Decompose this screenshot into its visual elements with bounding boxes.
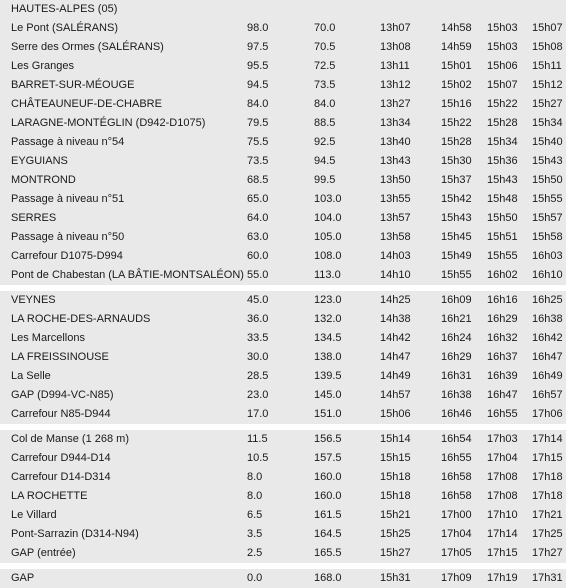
table-row — [0, 367, 566, 386]
location-cell: Carrefour N85-D944 — [11, 408, 111, 420]
time-cell: 15h06 — [380, 408, 411, 420]
table-row — [0, 468, 566, 487]
distance-cell: 73.5 — [314, 79, 336, 91]
time-cell: 16h47 — [487, 389, 518, 401]
time-cell: 15h48 — [487, 193, 518, 205]
distance-cell: 95.5 — [247, 60, 269, 72]
location-cell: SERRES — [11, 212, 57, 224]
time-cell: 15h49 — [441, 250, 472, 262]
location-cell: CHÂTEAUNEUF-DE-CHABRE — [11, 98, 162, 110]
time-cell: 14h49 — [380, 370, 411, 382]
time-cell: 16h58 — [441, 490, 472, 502]
distance-cell: 105.0 — [314, 231, 342, 243]
time-cell: 16h46 — [441, 408, 472, 420]
distance-cell: 8.0 — [247, 471, 263, 483]
time-cell: 15h11 — [532, 60, 562, 72]
time-cell: 16h02 — [487, 269, 518, 281]
time-cell: 15h12 — [532, 79, 563, 91]
time-cell: 15h07 — [532, 22, 563, 34]
location-cell: Carrefour D1075-D994 — [11, 250, 123, 262]
section-title: HAUTES-ALPES (05) — [11, 3, 118, 15]
table-row — [0, 506, 566, 525]
time-cell: 17h31 — [532, 572, 563, 584]
time-cell: 15h50 — [532, 174, 563, 186]
time-cell: 17h08 — [487, 490, 518, 502]
time-cell: 16h42 — [532, 332, 563, 344]
time-cell: 17h15 — [532, 452, 563, 464]
time-cell: 15h36 — [487, 155, 518, 167]
location-cell: VEYNES — [11, 294, 56, 306]
distance-cell: 132.0 — [314, 313, 342, 325]
time-cell: 15h02 — [441, 79, 472, 91]
distance-cell: 98.0 — [247, 22, 269, 34]
time-cell: 15h57 — [532, 212, 563, 224]
time-cell: 15h16 — [441, 98, 472, 110]
location-cell: LA ROCHE-DES-ARNAUDS — [11, 313, 151, 325]
table-row — [0, 449, 566, 468]
time-cell: 15h18 — [380, 471, 411, 483]
time-cell: 16h10 — [532, 269, 563, 281]
time-cell: 15h51 — [487, 231, 518, 243]
distance-cell: 160.0 — [314, 490, 342, 502]
location-cell: GAP — [11, 572, 35, 584]
time-cell: 16h31 — [441, 370, 472, 382]
distance-cell: 139.5 — [314, 370, 342, 382]
table-row — [0, 38, 566, 57]
distance-cell: 30.0 — [247, 351, 269, 363]
distance-cell: 88.5 — [314, 117, 336, 129]
time-cell: 16h55 — [487, 408, 518, 420]
distance-cell: 70.0 — [314, 22, 336, 34]
time-cell: 13h12 — [380, 79, 411, 91]
time-cell: 16h47 — [532, 351, 563, 363]
time-cell: 16h29 — [441, 351, 472, 363]
time-cell: 16h49 — [532, 370, 563, 382]
time-cell: 15h27 — [532, 98, 563, 110]
location-cell: Col de Manse (1 268 m) — [11, 433, 129, 445]
time-cell: 14h42 — [380, 332, 411, 344]
location-cell: La Selle — [11, 370, 51, 382]
time-cell: 14h38 — [380, 313, 411, 325]
time-cell: 17h09 — [441, 572, 472, 584]
time-cell: 15h40 — [532, 136, 563, 148]
distance-cell: 103.0 — [314, 193, 342, 205]
location-cell: Carrefour D944-D14 — [11, 452, 111, 464]
location-cell: EYGUIANS — [11, 155, 68, 167]
time-cell: 15h22 — [441, 117, 472, 129]
table-row — [0, 171, 566, 190]
time-cell: 16h57 — [532, 389, 563, 401]
time-cell: 13h57 — [380, 212, 411, 224]
distance-cell: 70.5 — [314, 41, 336, 53]
location-cell: BARRET-SUR-MÉOUGE — [11, 79, 135, 91]
distance-cell: 92.5 — [314, 136, 336, 148]
time-cell: 15h27 — [380, 547, 411, 559]
table-row — [0, 152, 566, 171]
distance-cell: 45.0 — [247, 294, 269, 306]
time-cell: 15h03 — [487, 22, 518, 34]
time-cell: 17h06 — [532, 408, 563, 420]
location-cell: LA ROCHETTE — [11, 490, 88, 502]
time-cell: 14h59 — [441, 41, 472, 53]
time-cell: 15h21 — [380, 509, 411, 521]
time-cell: 13h11 — [380, 60, 410, 72]
distance-cell: 79.5 — [247, 117, 269, 129]
location-cell: GAP (D994-VC-N85) — [11, 389, 114, 401]
distance-cell: 123.0 — [314, 294, 342, 306]
time-cell: 13h07 — [380, 22, 411, 34]
time-cell: 14h03 — [380, 250, 411, 262]
table-row — [0, 348, 566, 367]
location-cell: GAP (entrée) — [11, 547, 76, 559]
time-cell: 15h43 — [441, 212, 472, 224]
time-cell: 14h57 — [380, 389, 411, 401]
time-cell: 16h39 — [487, 370, 518, 382]
distance-cell: 94.5 — [247, 79, 269, 91]
time-cell: 17h15 — [487, 547, 518, 559]
table-row — [0, 525, 566, 544]
distance-cell: 8.0 — [247, 490, 263, 502]
table-row — [0, 57, 566, 76]
time-cell: 15h34 — [532, 117, 563, 129]
location-cell: Passage à niveau n°51 — [11, 193, 125, 205]
time-cell: 16h38 — [441, 389, 472, 401]
time-cell: 15h34 — [487, 136, 518, 148]
time-cell: 17h10 — [487, 509, 518, 521]
time-cell: 13h27 — [380, 98, 411, 110]
time-cell: 16h38 — [532, 313, 563, 325]
time-cell: 16h58 — [441, 471, 472, 483]
time-cell: 17h18 — [532, 471, 563, 483]
location-cell: Carrefour D14-D314 — [11, 471, 111, 483]
distance-cell: 3.5 — [247, 528, 263, 540]
location-cell: Serre des Ormes (SALÉRANS) — [11, 41, 164, 53]
table-row — [0, 405, 566, 424]
table-row — [0, 291, 566, 310]
distance-cell: 75.5 — [247, 136, 269, 148]
distance-cell: 0.0 — [247, 572, 263, 584]
location-cell: Les Granges — [11, 60, 74, 72]
time-cell: 15h06 — [487, 60, 518, 72]
location-cell: Passage à niveau n°50 — [11, 231, 125, 243]
distance-cell: 6.5 — [247, 509, 263, 521]
time-cell: 17h21 — [532, 509, 563, 521]
distance-cell: 65.0 — [247, 193, 269, 205]
time-cell: 15h28 — [487, 117, 518, 129]
distance-cell: 168.0 — [314, 572, 342, 584]
time-cell: 17h25 — [532, 528, 563, 540]
distance-cell: 64.0 — [247, 212, 269, 224]
time-cell: 15h07 — [487, 79, 518, 91]
distance-cell: 99.5 — [314, 174, 336, 186]
table-row — [0, 76, 566, 95]
table-row — [0, 114, 566, 133]
time-cell: 17h04 — [487, 452, 518, 464]
distance-cell: 73.5 — [247, 155, 269, 167]
table-row — [0, 95, 566, 114]
time-cell: 15h14 — [380, 433, 411, 445]
distance-cell: 33.5 — [247, 332, 269, 344]
distance-cell: 97.5 — [247, 41, 269, 53]
table-row — [0, 228, 566, 247]
distance-cell: 60.0 — [247, 250, 269, 262]
location-cell: LARAGNE-MONTÉGLIN (D942-D1075) — [11, 117, 206, 129]
time-cell: 16h29 — [487, 313, 518, 325]
time-cell: 13h08 — [380, 41, 411, 53]
location-cell: Le Pont (SALÉRANS) — [11, 22, 118, 34]
time-cell: 13h58 — [380, 231, 411, 243]
time-cell: 13h55 — [380, 193, 411, 205]
location-cell: MONTROND — [11, 174, 76, 186]
distance-cell: 164.5 — [314, 528, 342, 540]
time-cell: 15h37 — [441, 174, 472, 186]
distance-cell: 23.0 — [247, 389, 269, 401]
distance-cell: 84.0 — [314, 98, 336, 110]
time-cell: 17h19 — [487, 572, 518, 584]
location-cell: LA FREISSINOUSE — [11, 351, 109, 363]
table-row — [0, 266, 566, 285]
distance-cell: 55.0 — [247, 269, 269, 281]
time-cell: 15h30 — [441, 155, 472, 167]
time-cell: 17h00 — [441, 509, 472, 521]
distance-cell: 165.5 — [314, 547, 342, 559]
time-cell: 16h09 — [441, 294, 472, 306]
distance-cell: 11.5 — [247, 433, 268, 445]
table-row — [0, 430, 566, 449]
distance-cell: 68.5 — [247, 174, 269, 186]
time-cell: 16h21 — [441, 313, 472, 325]
table-row — [0, 544, 566, 563]
time-cell: 15h58 — [532, 231, 563, 243]
distance-cell: 94.5 — [314, 155, 336, 167]
location-cell: Le Villard — [11, 509, 57, 521]
time-cell: 14h58 — [441, 22, 472, 34]
location-cell: Passage à niveau n°54 — [11, 136, 125, 148]
time-cell: 13h50 — [380, 174, 411, 186]
distance-cell: 63.0 — [247, 231, 269, 243]
distance-cell: 36.0 — [247, 313, 269, 325]
time-cell: 14h10 — [380, 269, 411, 281]
time-cell: 17h08 — [487, 471, 518, 483]
time-cell: 17h27 — [532, 547, 563, 559]
distance-cell: 160.0 — [314, 471, 342, 483]
distance-cell: 156.5 — [314, 433, 342, 445]
time-cell: 15h28 — [441, 136, 472, 148]
distance-cell: 72.5 — [314, 60, 336, 72]
distance-cell: 113.0 — [314, 269, 341, 281]
time-cell: 15h55 — [487, 250, 518, 262]
distance-cell: 151.0 — [314, 408, 342, 420]
distance-cell: 17.0 — [247, 408, 269, 420]
time-cell: 17h14 — [532, 433, 563, 445]
table-row — [0, 209, 566, 228]
time-cell: 15h42 — [441, 193, 472, 205]
time-cell: 15h03 — [487, 41, 518, 53]
distance-cell: 145.0 — [314, 389, 342, 401]
time-cell: 15h45 — [441, 231, 472, 243]
time-cell: 15h08 — [532, 41, 563, 53]
time-cell: 15h18 — [380, 490, 411, 502]
time-cell: 13h40 — [380, 136, 411, 148]
time-cell: 16h16 — [487, 294, 518, 306]
table-row — [0, 310, 566, 329]
distance-cell: 28.5 — [247, 370, 269, 382]
time-cell: 15h43 — [532, 155, 563, 167]
time-cell: 15h01 — [441, 60, 472, 72]
table-row — [0, 569, 566, 588]
distance-cell: 161.5 — [314, 509, 342, 521]
table-row — [0, 487, 566, 506]
table-row — [0, 133, 566, 152]
time-cell: 15h25 — [380, 528, 411, 540]
time-cell: 17h18 — [532, 490, 563, 502]
table-row — [0, 190, 566, 209]
location-cell: Les Marcellons — [11, 332, 85, 344]
table-row — [0, 19, 566, 38]
time-cell: 16h03 — [532, 250, 563, 262]
table-row — [0, 386, 566, 405]
time-cell: 15h31 — [380, 572, 411, 584]
table-row — [0, 247, 566, 266]
time-cell: 14h47 — [380, 351, 411, 363]
location-cell: Pont de Chabestan (LA BÂTIE-MONTSALÉON) — [11, 269, 244, 281]
table-row — [0, 329, 566, 348]
time-cell: 16h37 — [487, 351, 518, 363]
distance-cell: 134.5 — [314, 332, 342, 344]
time-cell: 16h54 — [441, 433, 472, 445]
distance-cell: 10.5 — [247, 452, 269, 464]
time-cell: 17h05 — [441, 547, 472, 559]
time-cell: 16h55 — [441, 452, 472, 464]
time-cell: 15h55 — [532, 193, 563, 205]
time-cell: 17h14 — [487, 528, 518, 540]
time-cell: 16h32 — [487, 332, 518, 344]
distance-cell: 108.0 — [314, 250, 342, 262]
distance-cell: 84.0 — [247, 98, 269, 110]
time-cell: 15h15 — [380, 452, 411, 464]
distance-cell: 138.0 — [314, 351, 342, 363]
time-cell: 15h22 — [487, 98, 518, 110]
time-cell: 15h43 — [487, 174, 518, 186]
time-cell: 17h03 — [487, 433, 518, 445]
distance-cell: 157.5 — [314, 452, 342, 464]
time-cell: 15h50 — [487, 212, 518, 224]
time-cell: 17h04 — [441, 528, 472, 540]
time-cell: 13h34 — [380, 117, 411, 129]
time-cell: 16h25 — [532, 294, 563, 306]
section-header — [0, 0, 566, 19]
time-cell: 15h55 — [441, 269, 472, 281]
distance-cell: 2.5 — [247, 547, 263, 559]
time-cell: 13h43 — [380, 155, 411, 167]
distance-cell: 104.0 — [314, 212, 342, 224]
time-cell: 16h24 — [441, 332, 472, 344]
location-cell: Pont-Sarrazin (D314-N94) — [11, 528, 139, 540]
time-cell: 14h25 — [380, 294, 411, 306]
